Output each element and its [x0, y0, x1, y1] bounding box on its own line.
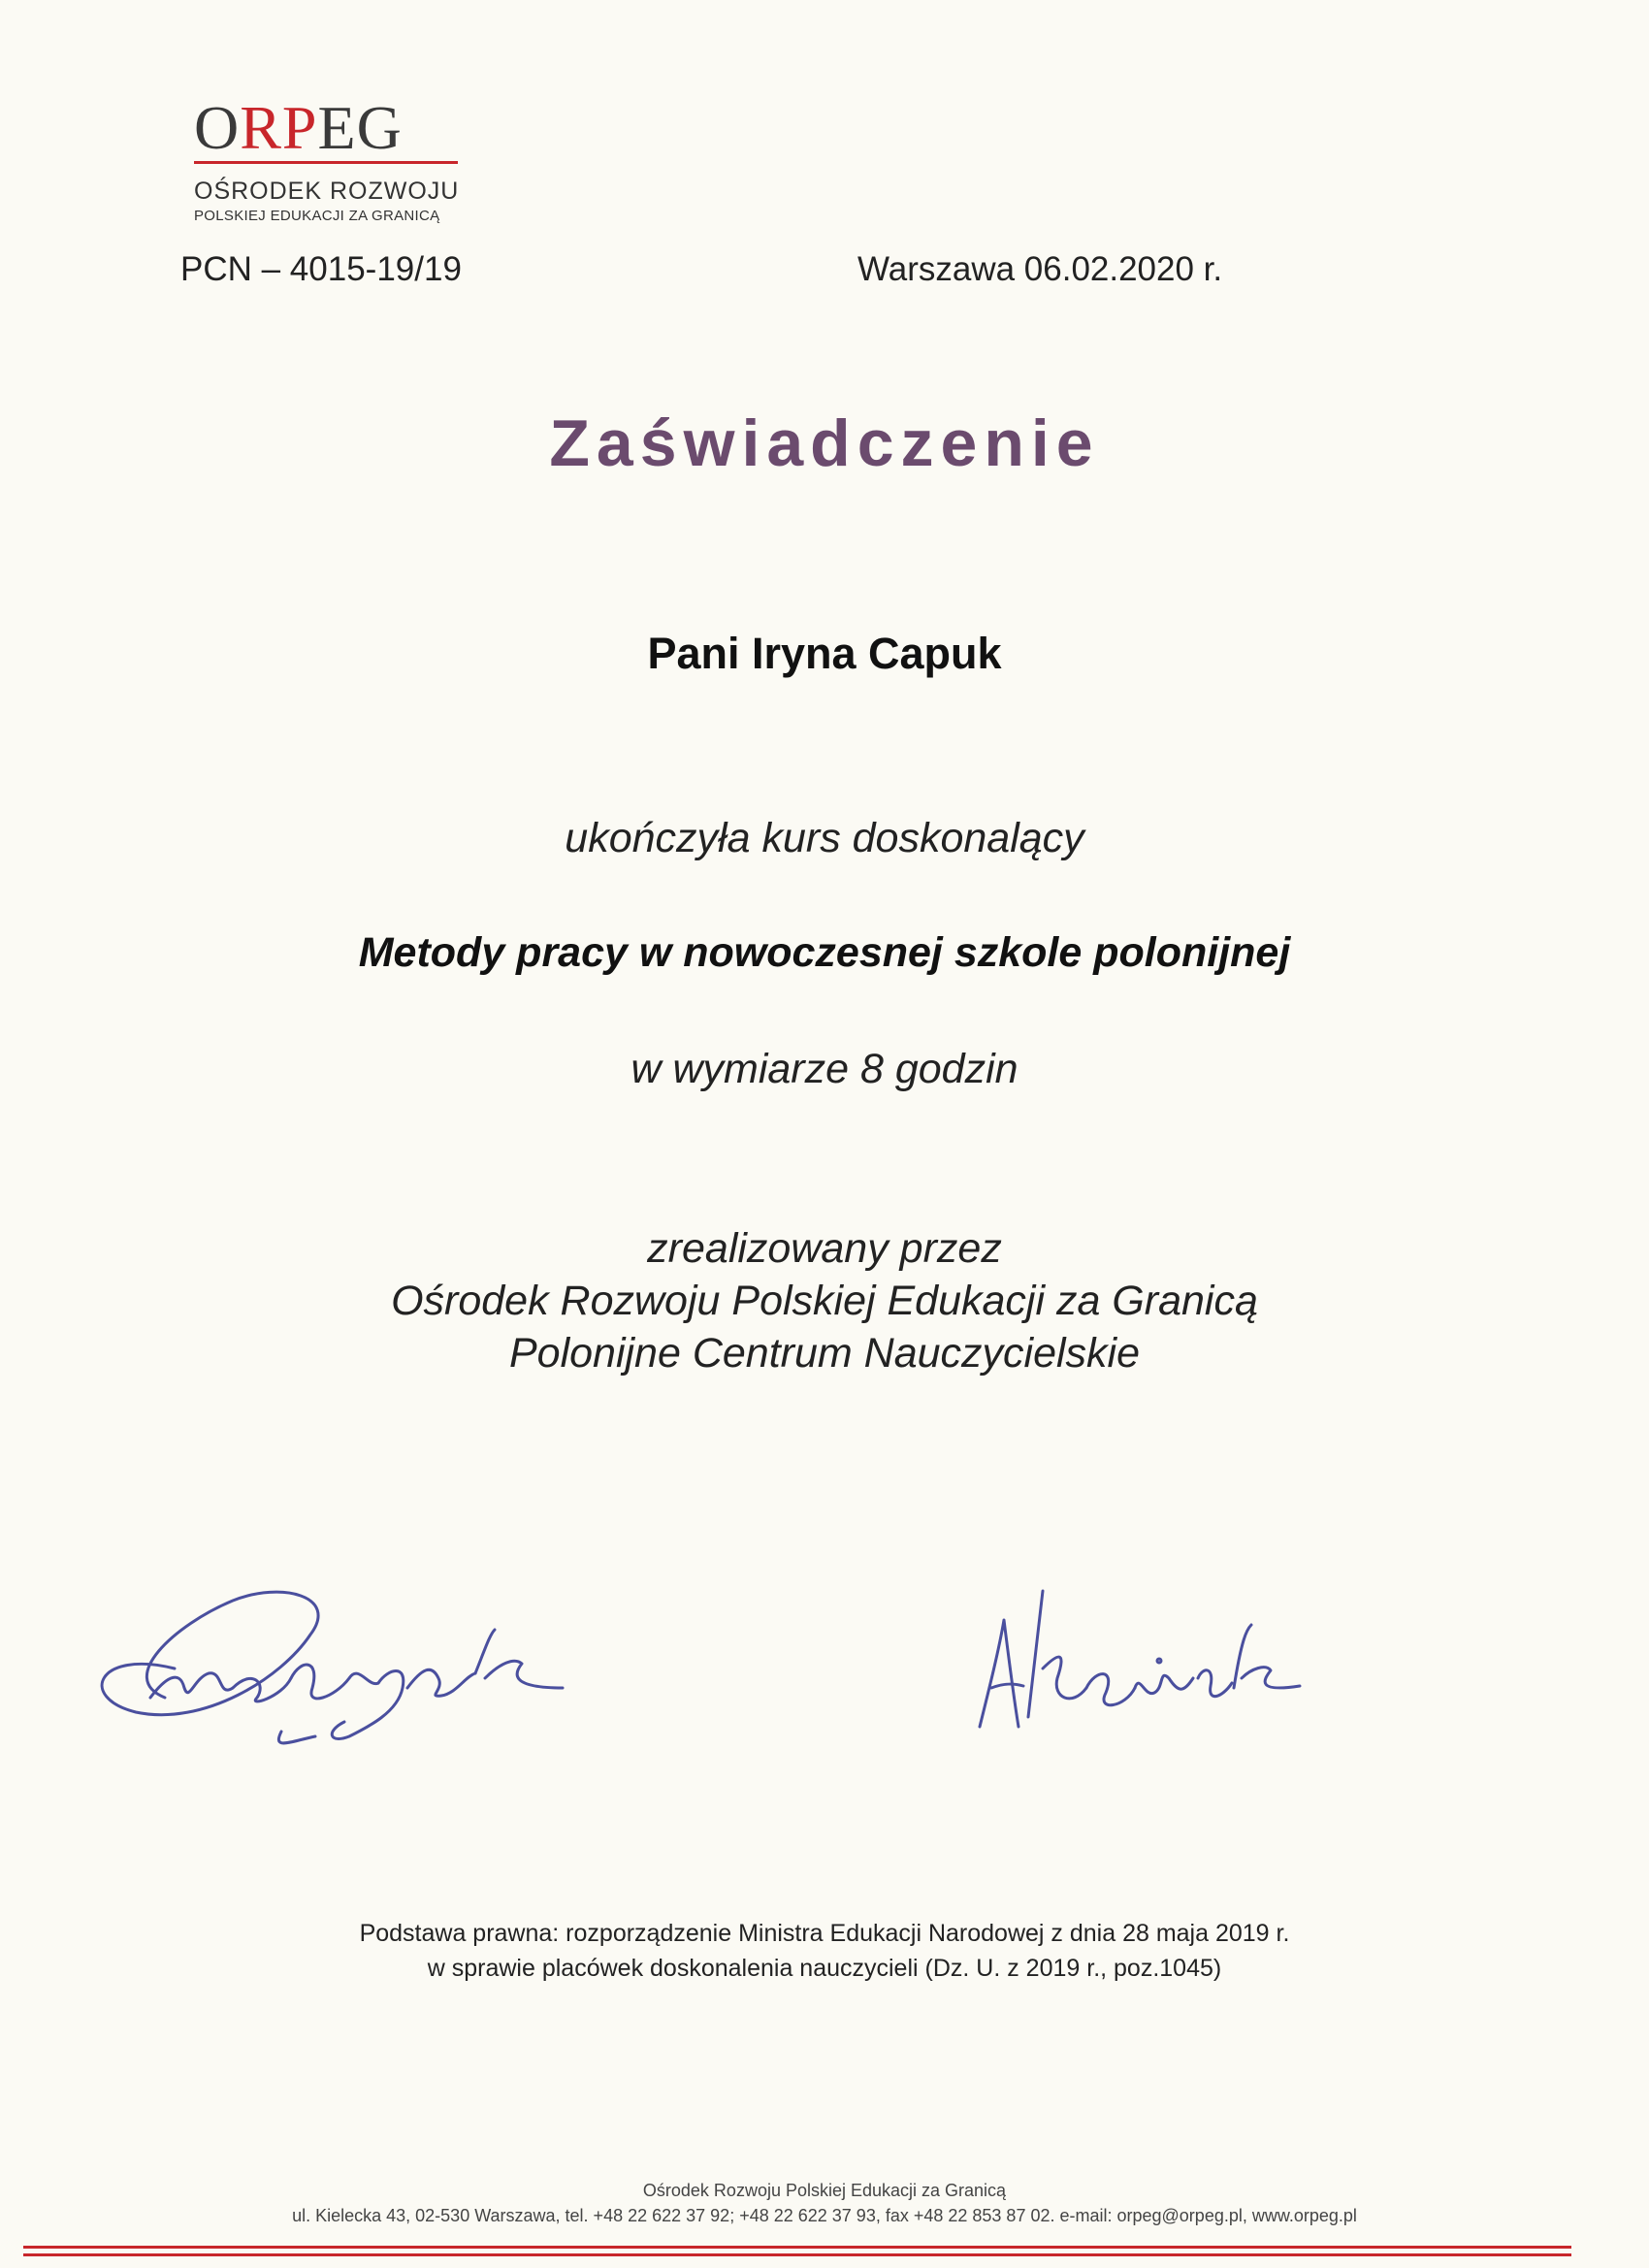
footer [0, 2178, 1649, 2228]
footer-contact: ul. Kielecka 43, 02-530 Warszawa, tel. +48 22 622 37 92; +48 22 622 37 93, fax +48 22 853 87 02. e-mail: orpeg@orpeg.pl, www.orpeg.pl [292, 2206, 1357, 2225]
orpeg-logo [194, 93, 466, 224]
logo-subtitle-line1: OŚRODEK ROZWOJU [194, 178, 460, 205]
logo-wordmark [194, 93, 466, 162]
logo-wordmark-o: O [194, 93, 241, 162]
logo-wordmark-eg: EG [317, 93, 403, 162]
organizer-line: Ośrodek Rozwoju Polskiej Edukacji za Granicą [391, 1278, 1258, 1324]
signature-right [960, 1571, 1310, 1746]
course-name: Metody pracy w nowoczesnej szkole polonijnej [358, 929, 1291, 976]
legal-basis-line: w sprawie placówek doskonalenia nauczycieli (Dz. U. z 2019 r., poz.1045) [427, 1955, 1222, 1982]
recipient-name: Pani Iryna Capuk [647, 629, 1002, 678]
course-duration: w wymiarze 8 godzin [630, 1046, 1018, 1092]
logo-wordmark-rp: RP [240, 93, 318, 162]
legal-basis [0, 1916, 1649, 1986]
reference-number: PCN – 4015-19/19 [180, 250, 462, 288]
footer-divider [23, 2246, 1571, 2249]
signature-left [58, 1542, 621, 1756]
footer-divider [23, 2253, 1571, 2256]
organizer-line: Polonijne Centrum Nauczycielskie [508, 1330, 1141, 1377]
organizer-block [0, 1222, 1649, 1379]
place-and-date: Warszawa 06.02.2020 r. [857, 250, 1223, 288]
logo-subtitle-line2: POLSKIEJ EDUKACJI ZA GRANICĄ [194, 208, 440, 224]
legal-basis-line: Podstawa prawna: rozporządzenie Ministra Edukacji Narodowej z dnia 28 maja 2019 r. [359, 1920, 1290, 1947]
organizer-line: zrealizowany przez [647, 1225, 1002, 1272]
certificate-title: Zaświadczenie [549, 406, 1100, 480]
completion-statement: ukończyła kurs doskonalący [565, 815, 1084, 861]
footer-organization: Ośrodek Rozwoju Polskiej Edukacji za Granicą [642, 2181, 1007, 2200]
